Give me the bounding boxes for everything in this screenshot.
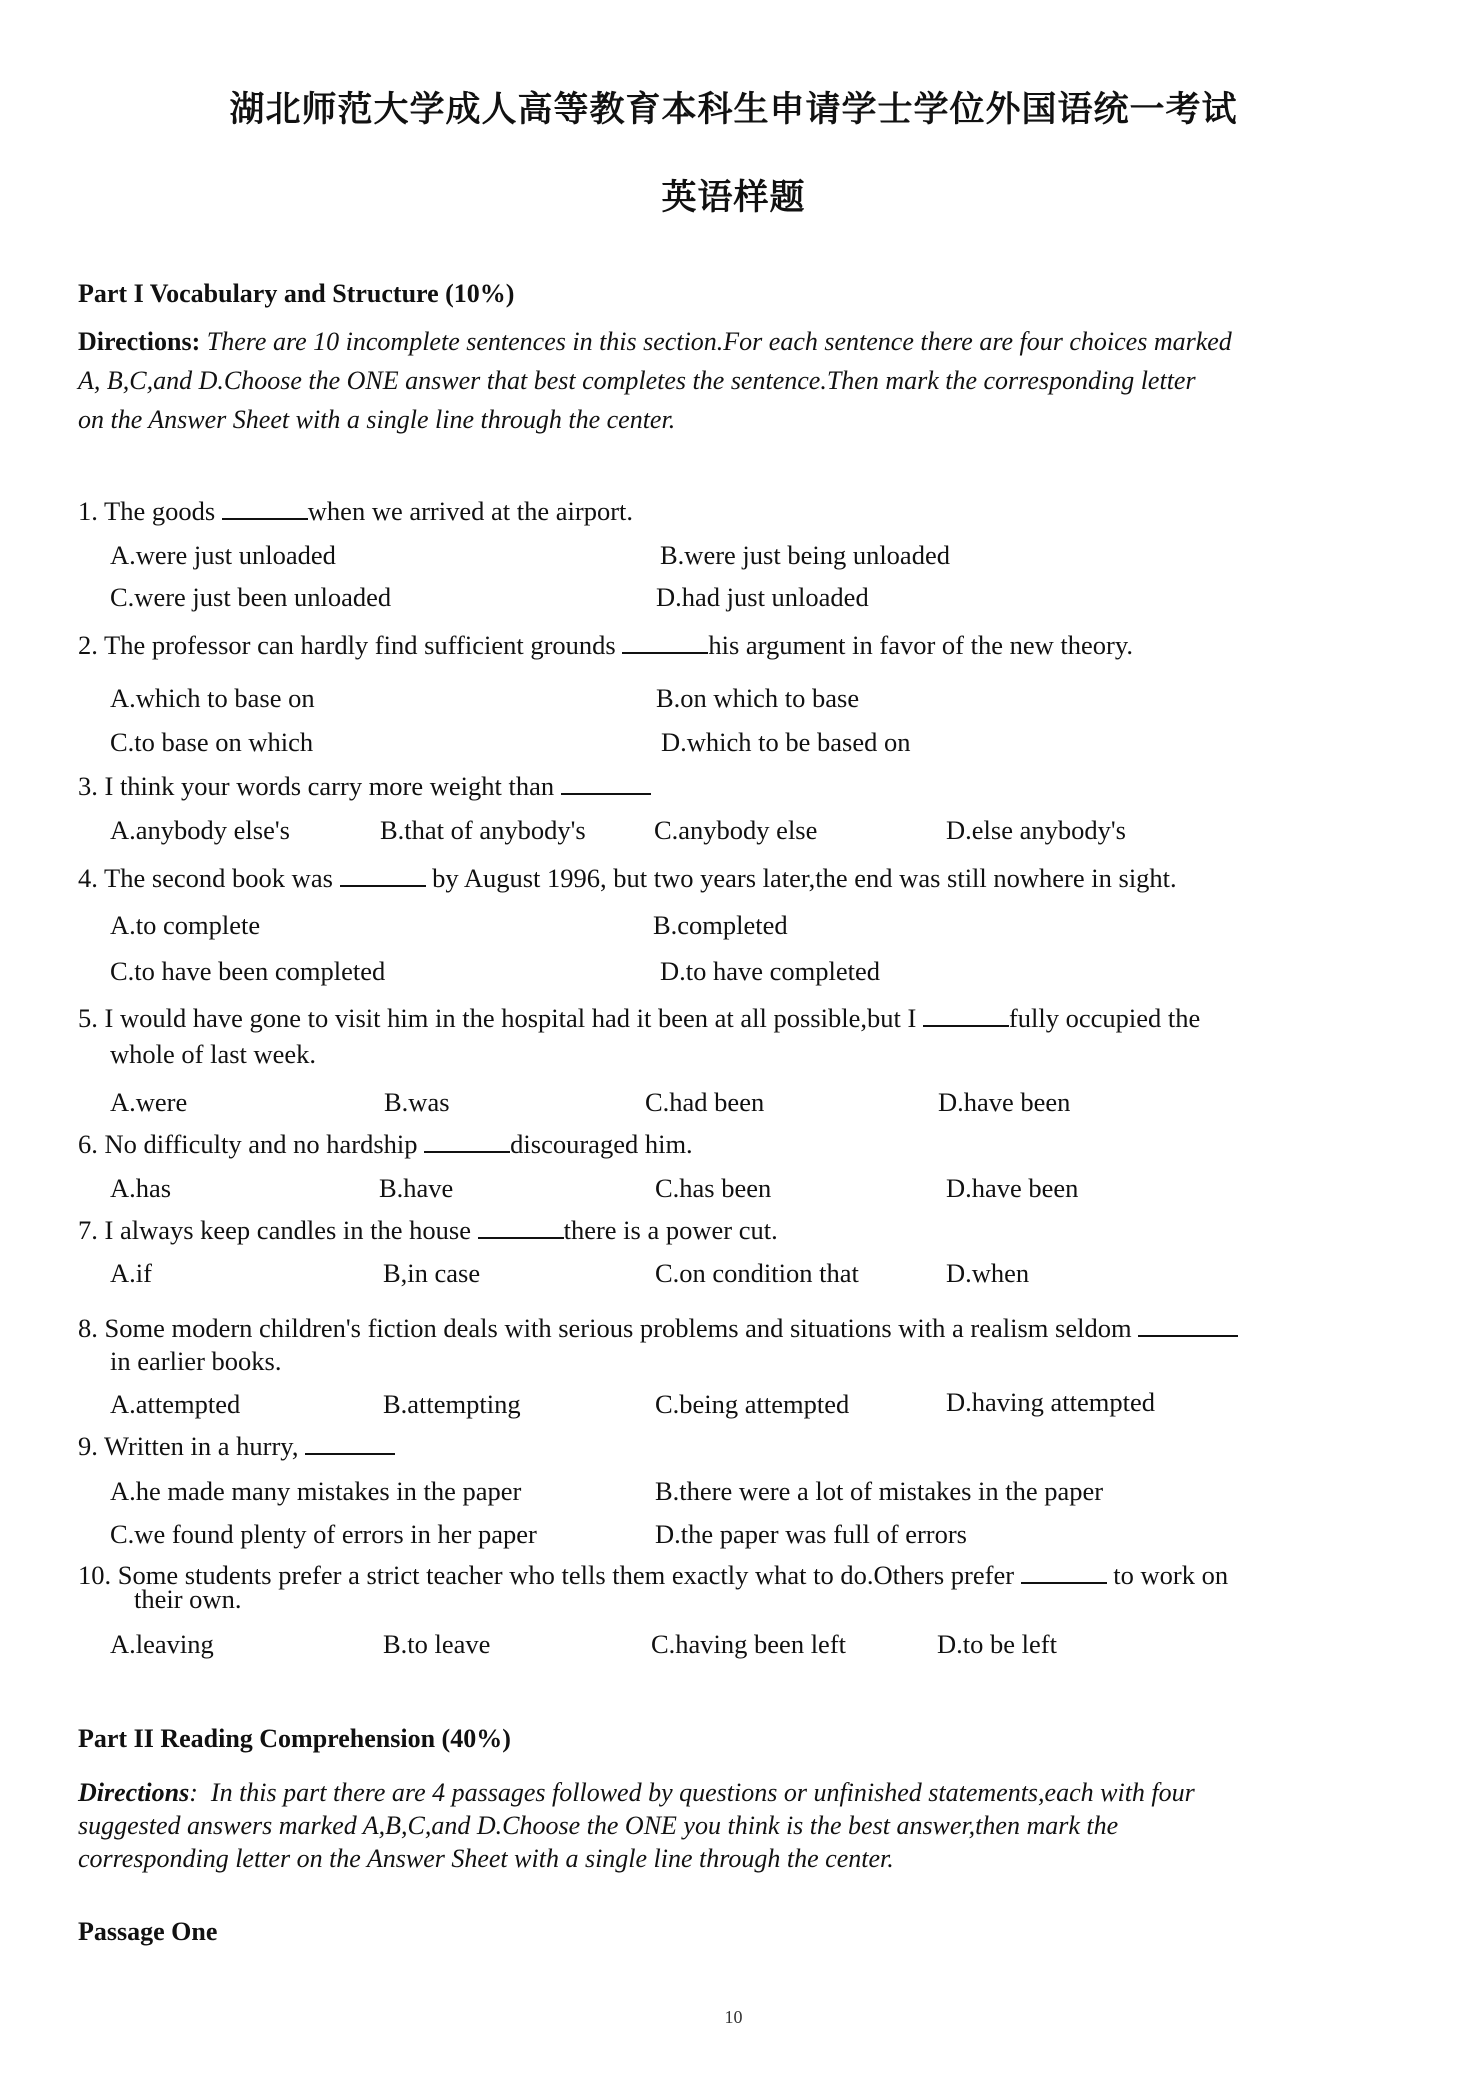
question-7-option-b: B,in case: [383, 1258, 481, 1288]
question-8-stem: 8. Some modern children's fiction deals with serious problems and situations with a realism seldom: [78, 1313, 1238, 1344]
question-4-option-c: C.to have been completed: [110, 956, 386, 986]
question-5-stem: 5. I would have gone to visit him in the hospital had it been at all possible,but I fully occupied the: [78, 1003, 1201, 1033]
question-8-option-b: B.attempting: [383, 1389, 521, 1419]
question-7-option-c: C.on condition that: [655, 1258, 859, 1288]
question-3-stem: 3. I think your words carry more weight than: [78, 771, 651, 802]
question-3-option-b: B.that of anybody's: [380, 815, 586, 845]
question-4-stem: 4. The second book was by August 1996, but two years later,the end was still nowhere in sight.: [78, 863, 1177, 893]
question-7-stem: 7. I always keep candles in the house there is a power cut.: [78, 1215, 778, 1245]
question-5-option-d: D.have been: [938, 1087, 1071, 1117]
question-2-option-d: D.which to be based on: [661, 727, 911, 757]
question-1-stem: 1. The goods when we arrived at the airport.: [78, 496, 634, 526]
part2-directions-line2: suggested answers marked A,B,C,and D.Choose the ONE you think is the best answer,then mark the: [78, 1811, 1119, 1840]
part1-directions-line1: [78, 322, 1232, 361]
exam-subtitle: 英语样题: [661, 178, 806, 218]
question-9-option-c: C.we found plenty of errors in her paper: [110, 1519, 537, 1549]
answer-blank: [340, 863, 426, 887]
question-9-stem: 9. Written in a hurry,: [78, 1431, 395, 1462]
question-5-stem-continued: whole of last week.: [110, 1039, 317, 1069]
question-4-option-d: D.to have completed: [660, 956, 881, 986]
answer-blank: [478, 1215, 564, 1239]
question-10-option-c: C.having been left: [651, 1629, 847, 1659]
exam-title: 湖北师范大学成人高等教育本科生申请学士学位外国语统一考试: [229, 90, 1238, 130]
answer-blank: [622, 630, 708, 654]
answer-blank: [923, 1003, 1009, 1027]
part1-directions-label: Directions:: [78, 327, 201, 356]
question-9-option-a: A.he made many mistakes in the paper: [110, 1476, 522, 1506]
question-2-option-c: C.to base on which: [110, 727, 314, 757]
part2-directions-line3: corresponding letter on the Answer Sheet with a single line through the center.: [78, 1844, 894, 1873]
answer-blank: [561, 771, 651, 795]
question-10-option-d: D.to be left: [937, 1629, 1057, 1659]
part2-directions-line1: Directions: In this part there are 4 passages followed by questions or unfinished statements,each with four: [78, 1778, 1195, 1807]
question-3-option-c: C.anybody else: [654, 815, 818, 845]
question-3-option-a: A.anybody else's: [110, 815, 290, 845]
part1-heading: Part I Vocabulary and Structure (10%): [78, 279, 515, 308]
question-6-option-c: C.has been: [655, 1173, 772, 1203]
question-1-option-c: C.were just been unloaded: [110, 582, 392, 612]
question-10-stem-continued: their own.: [134, 1584, 242, 1614]
question-8-option-c: C.being attempted: [655, 1389, 850, 1419]
answer-blank: [424, 1129, 510, 1153]
question-3-option-d: D.else anybody's: [946, 815, 1126, 845]
question-9-option-d: D.the paper was full of errors: [655, 1519, 967, 1549]
question-7-option-d: D.when: [946, 1258, 1030, 1288]
question-5-option-b: B.was: [384, 1087, 450, 1117]
question-6-stem: 6. No difficulty and no hardship discouraged him.: [78, 1129, 693, 1159]
answer-blank: [1021, 1560, 1107, 1584]
question-6-option-a: A.has: [110, 1173, 172, 1203]
answer-blank: [1138, 1313, 1238, 1337]
question-4-option-b: B.completed: [653, 910, 788, 940]
question-10-option-b: B.to leave: [383, 1629, 491, 1659]
question-8-stem-continued: in earlier books.: [110, 1346, 282, 1376]
question-2-stem: 2. The professor can hardly find sufficient grounds his argument in favor of the new theory.: [78, 630, 1133, 660]
part1-directions-line2: A, B,C,and D.Choose the ONE answer that best completes the sentence.Then mark the corresponding letter: [78, 366, 1196, 395]
question-6-option-d: D.have been: [946, 1173, 1079, 1203]
part2-directions-text1: In this part there are 4 passages followed by questions or unfinished statements,each with four: [210, 1778, 1195, 1807]
question-1-option-b: B.were just being unloaded: [660, 540, 950, 570]
answer-blank: [305, 1431, 395, 1455]
question-8-option-d: D.having attempted: [946, 1387, 1155, 1417]
question-7-option-a: A.if: [110, 1258, 152, 1288]
question-10-option-a: A.leaving: [110, 1629, 214, 1659]
question-6-option-b: B.have: [379, 1173, 454, 1203]
question-1-option-a: A.were just unloaded: [110, 540, 336, 570]
question-9-option-b: B.there were a lot of mistakes in the paper: [655, 1476, 1104, 1506]
part2-heading: Part II Reading Comprehension (40%): [78, 1724, 511, 1753]
question-1-option-d: D.had just unloaded: [656, 582, 869, 612]
question-10-stem: 10. Some students prefer a strict teacher who tells them exactly what to do.Others prefer to work on: [78, 1560, 1229, 1590]
question-4-option-a: A.to complete: [110, 910, 261, 940]
question-2-option-b: B.on which to base: [656, 683, 860, 713]
part2-directions-label: Directions: [78, 1778, 190, 1807]
question-2-option-a: A.which to base on: [110, 683, 315, 713]
part1-directions-line3: on the Answer Sheet with a single line through the center.: [78, 405, 676, 434]
passage-one-title: Passage One: [78, 1917, 218, 1946]
answer-blank: [222, 496, 308, 520]
part1-directions-text1: There are 10 incomplete sentences in this section.For each sentence there are four choices marked: [206, 327, 1232, 356]
question-5-option-a: A.were: [110, 1087, 188, 1117]
page-number: 10: [724, 2007, 743, 2027]
question-8-option-a: A.attempted: [110, 1389, 241, 1419]
question-5-option-c: C.had been: [645, 1087, 765, 1117]
